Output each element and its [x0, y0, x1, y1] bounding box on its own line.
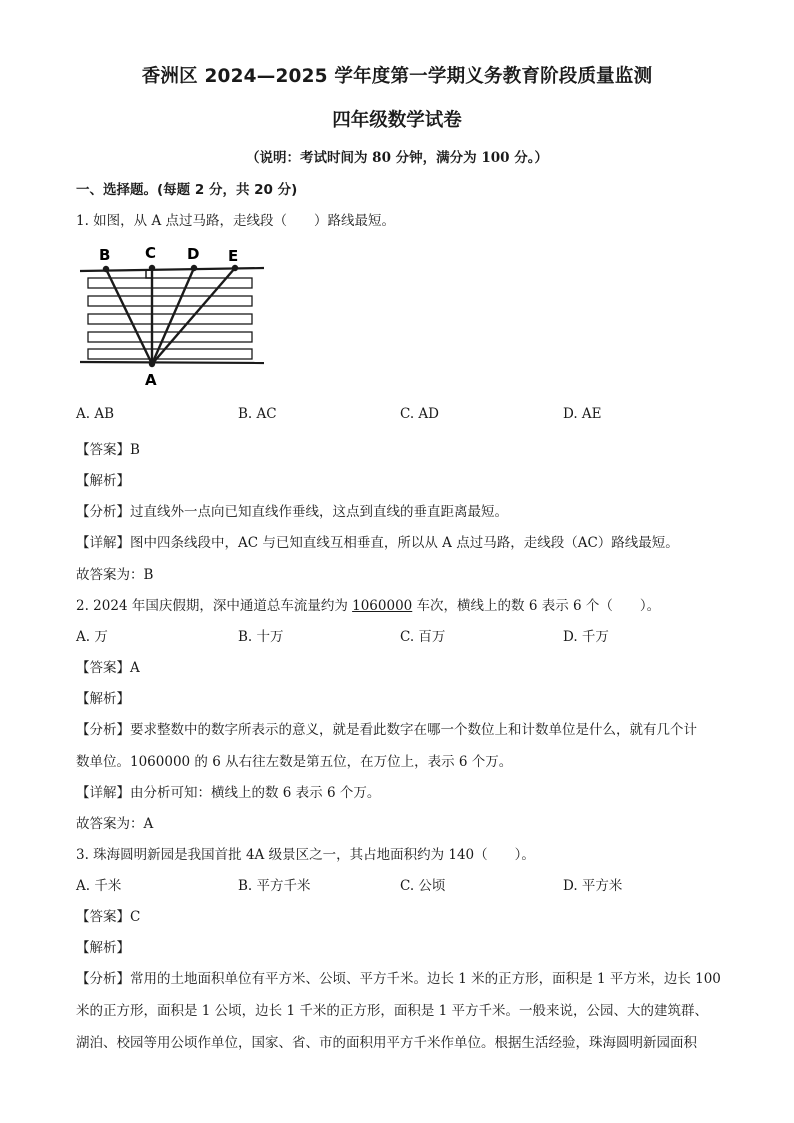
q1-option-a: A. AB [76, 406, 115, 422]
q1-xiangjie [76, 531, 679, 551]
q2-stem-post: 车次，横线上的数 6 表示 6 个（ ）。 [412, 598, 661, 614]
exam-subtitle: 四年级数学试卷 [332, 110, 462, 131]
q1-conclusion: 故答案为：B [76, 567, 154, 583]
answer-tag: 【答案】 [76, 442, 130, 458]
segment-ab [106, 269, 152, 364]
q2-stem [76, 594, 660, 614]
q3-analysis-tag: 【解析】 [76, 940, 130, 956]
q3-answer [76, 905, 140, 925]
q3-fenxi-line2: 米的正方形，面积是 1 公顷，边长 1 千米的正方形，面积是 1 平方千米。一般来说，公园、大的建筑群、 [76, 1003, 709, 1019]
q1-option-d: D. AE [563, 406, 602, 422]
q2-xiangjie [76, 781, 380, 801]
q1-fenxi [76, 500, 508, 520]
q2-analysis-tag: 【解析】 [76, 691, 130, 707]
q2-fenxi-text-1: 要求整数中的数字所表示的意义，就是看此数字在哪一个数位上和计数单位是什么，就有几个计 [130, 722, 697, 738]
q2-stem-pre: 2. 2024 年国庆假期，深中通道总车流量约为 [76, 598, 353, 614]
q3-option-b: B. 平方千米 [238, 878, 311, 894]
answer-tag: 【答案】 [76, 660, 130, 676]
point-e [232, 265, 238, 271]
q2-option-a: A. 万 [76, 629, 108, 645]
q3-stem: 3. 珠海圆明新园是我国首批 4A 级景区之一，其占地面积约为 140（ ）。 [76, 847, 535, 863]
label-e: E [228, 247, 239, 265]
q1-option-c: C. AD [400, 406, 440, 422]
label-c: C [145, 244, 157, 262]
q2-stem-number: 1060000 [352, 598, 413, 614]
section-heading: 一、选择题。(每题 2 分，共 20 分) [76, 182, 298, 198]
xiangjie-tag: 【详解】 [76, 785, 130, 801]
q1-option-b: B. AC [238, 406, 277, 422]
q1-xiangjie-text: 图中四条线段中，AC 与已知直线互相垂直，所以从 A 点过马路，走线段（AC）路线最短。 [130, 535, 679, 551]
fenxi-tag: 【分析】 [76, 504, 130, 520]
q3-option-c: C. 公顷 [400, 878, 446, 894]
q2-answer-value: A [130, 660, 140, 676]
q2-fenxi-line1 [76, 718, 697, 738]
answer-tag: 【答案】 [76, 909, 130, 925]
q2-option-c: C. 百万 [400, 629, 446, 645]
fenxi-tag: 【分析】 [76, 722, 130, 738]
road-crossing-figure [78, 238, 268, 388]
q1-analysis-tag: 【解析】 [76, 473, 130, 489]
q2-fenxi-line2: 数单位。1060000 的 6 从右往左数是第五位，在万位上，表示 6 个万。 [76, 754, 513, 770]
q3-fenxi-line1 [76, 967, 721, 987]
label-b: B [99, 246, 111, 264]
q3-option-d: D. 平方米 [563, 878, 623, 894]
q2-option-b: B. 十万 [238, 629, 284, 645]
q1-answer-value: B [130, 442, 140, 458]
q2-option-d: D. 千万 [563, 629, 609, 645]
xiangjie-tag: 【详解】 [76, 535, 130, 551]
q1-answer [76, 438, 140, 458]
exam-note: （说明：考试时间为 80 分钟，满分为 100 分。） [245, 150, 549, 166]
exam-title: 香洲区 2024—2025 学年度第一学期义务教育阶段质量监测 [141, 66, 653, 87]
point-c [149, 265, 155, 271]
q1-stem: 1. 如图，从 A 点过马路，走线段（ ）路线最短。 [76, 213, 396, 229]
q2-conclusion: 故答案为：A [76, 816, 154, 832]
label-d: D [187, 245, 200, 263]
q2-answer [76, 656, 140, 676]
q3-fenxi-text-1: 常用的土地面积单位有平方米、公顷、平方千米。边长 1 米的正方形，面积是 1 平方米，边长 100 [130, 971, 721, 987]
point-d [191, 265, 197, 271]
q3-answer-value: C [130, 909, 141, 925]
q3-option-a: A. 千米 [76, 878, 122, 894]
fenxi-tag: 【分析】 [76, 971, 130, 987]
point-b [103, 266, 109, 272]
q2-xiangjie-text: 由分析可知：横线上的数 6 表示 6 个万。 [130, 785, 381, 801]
q1-fenxi-text: 过直线外一点向已知直线作垂线，这点到直线的垂直距离最短。 [130, 504, 508, 520]
q3-fenxi-line3: 湖泊、校园等用公顷作单位，国家、省、市的面积用平方千米作单位。根据生活经验，珠海圆明新园面积 [76, 1035, 697, 1051]
point-a [149, 361, 155, 367]
label-a: A [145, 371, 157, 388]
